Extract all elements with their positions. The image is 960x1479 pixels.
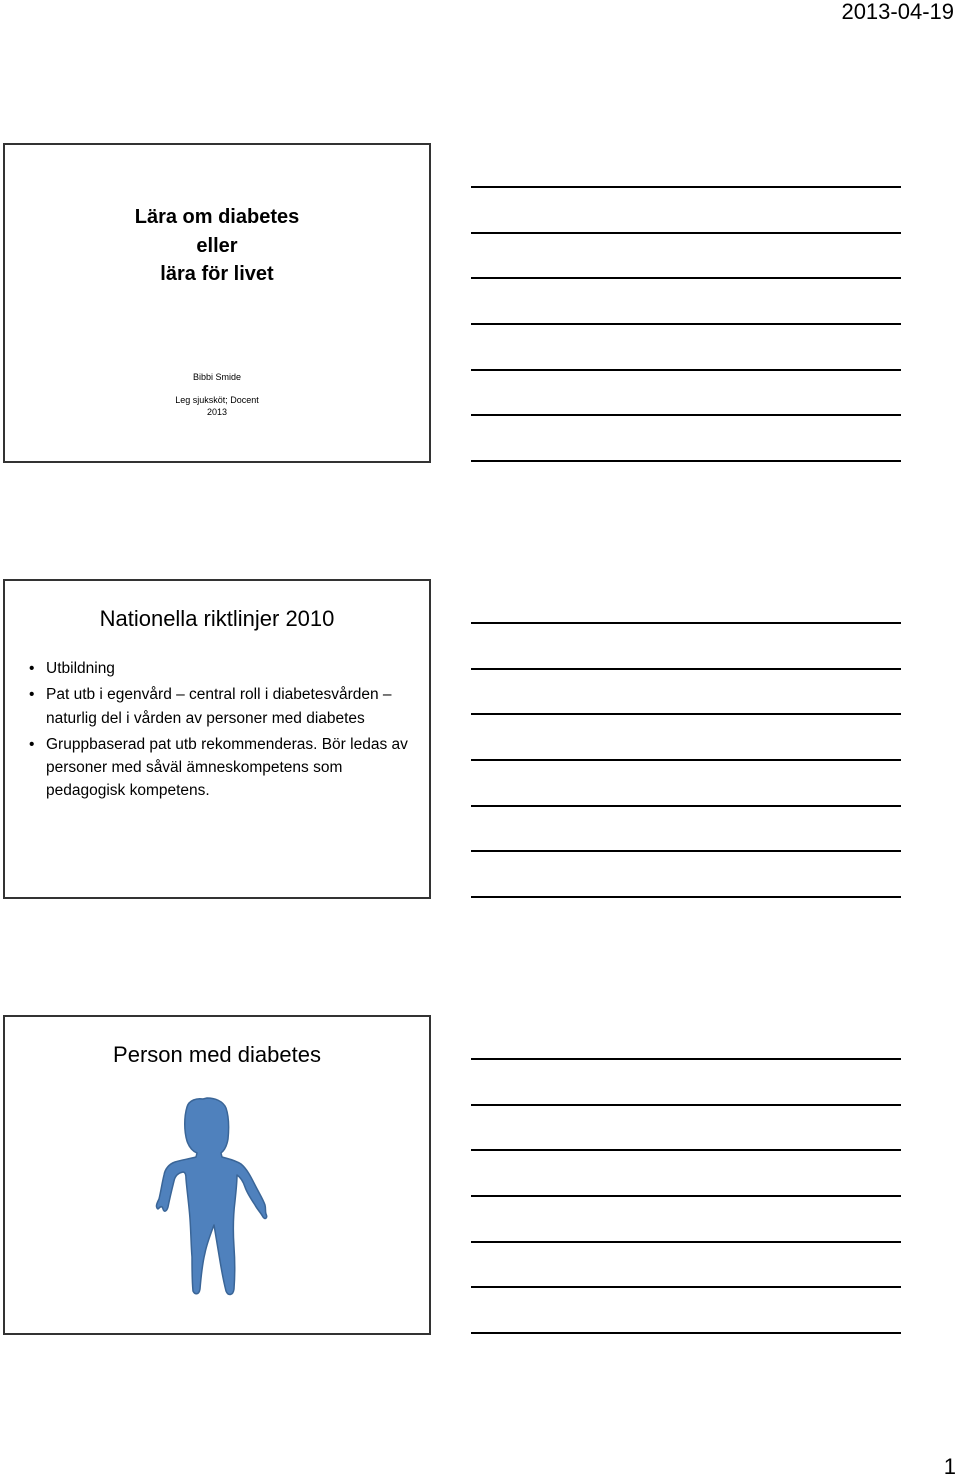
slide-1-title-line: Lära om diabetes: [134, 206, 300, 228]
note-line: [471, 850, 901, 852]
note-line: [471, 1104, 901, 1106]
print-date: 2013-04-19: [841, 0, 954, 24]
note-line: [471, 713, 901, 715]
slide-2-title: Nationella riktlinjer 2010: [99, 606, 335, 631]
note-line: [471, 277, 901, 279]
note-line: [471, 323, 901, 325]
note-line: [471, 414, 901, 416]
slide-1-year: 2013: [206, 407, 228, 417]
slide-1-role: [5, 394, 429, 418]
page-number: 1: [943, 1454, 956, 1479]
note-line: [471, 1332, 901, 1334]
note-line: [471, 1195, 901, 1197]
note-line: [471, 759, 901, 761]
note-line: [471, 805, 901, 807]
note-line: [471, 232, 901, 234]
slide-1-title-line: lära för livet: [160, 263, 274, 285]
note-line: [471, 1241, 901, 1243]
note-line: [471, 896, 901, 898]
slide-3: [3, 1015, 431, 1335]
slide-1-role-line: Leg sjuksköt; Docent: [175, 395, 259, 405]
note-line: [471, 1286, 901, 1288]
bullet-item: • Pat utb i egenvård – central roll i diabetesvården – naturlig del i vården av personer med diabetes: [27, 683, 415, 730]
slide-2: [3, 579, 431, 899]
note-line: [471, 622, 901, 624]
note-line: [471, 186, 901, 188]
person-figure-icon: [149, 1093, 269, 1299]
person-figure-shape: [156, 1098, 266, 1295]
note-line: [471, 369, 901, 371]
slide-1-author: Bibbi Smide: [192, 372, 242, 382]
note-line: [471, 1149, 901, 1151]
slide-1: [3, 143, 431, 463]
slide-1-title: [5, 203, 429, 289]
bullet-item: • Utbildning: [27, 657, 415, 680]
note-line: [471, 1058, 901, 1060]
bullet-item: • Gruppbaserad pat utb rekommenderas. Bör ledas av personer med såväl ämneskompetens som pedagogisk kompetens.: [27, 733, 415, 803]
note-line: [471, 668, 901, 670]
slide-2-bullet-list: [27, 657, 415, 806]
slide-1-title-line: eller: [196, 234, 238, 257]
slide-3-title: Person med diabetes: [113, 1042, 321, 1067]
note-line: [471, 460, 901, 462]
